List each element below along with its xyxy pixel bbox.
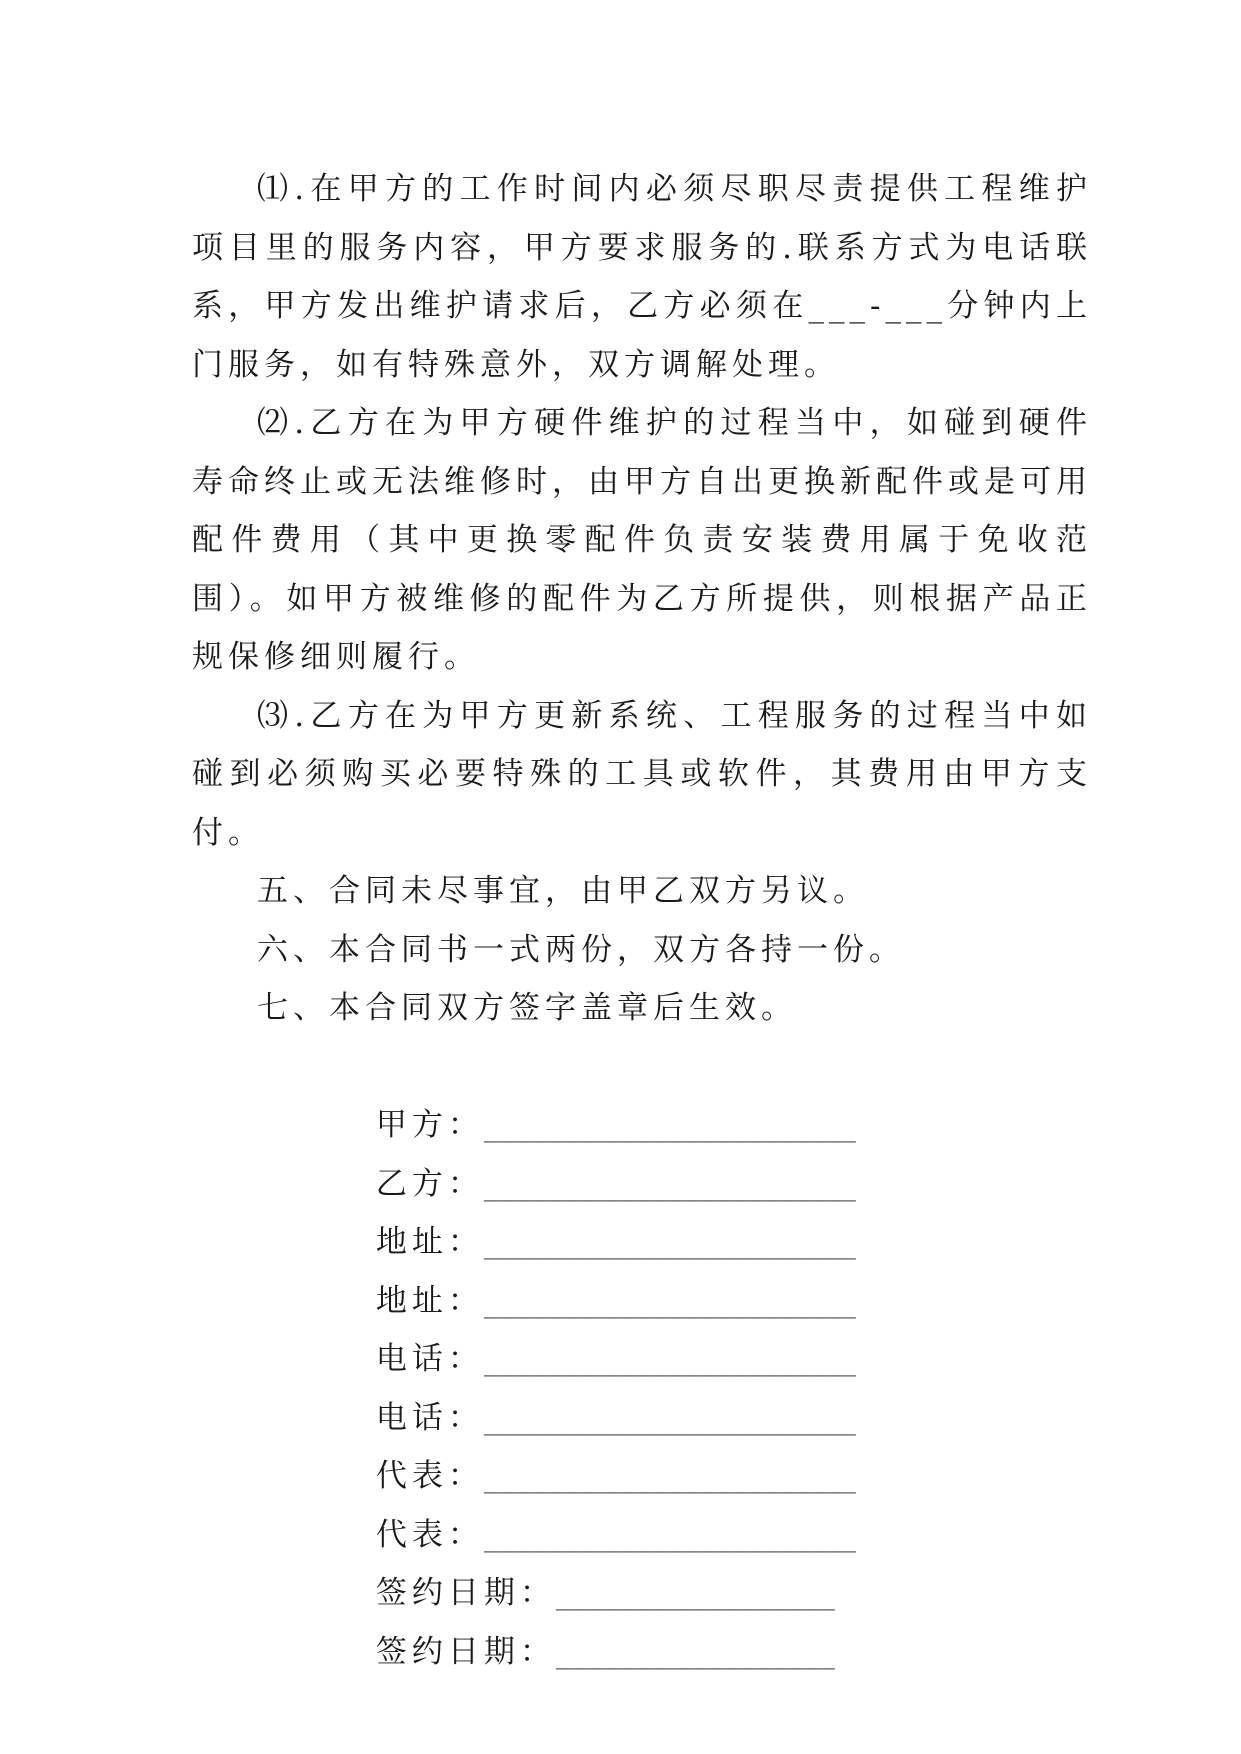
signature-label: 代表：	[375, 1516, 484, 1553]
signature-label: 签约日期：	[375, 1575, 556, 1611]
clause-7: 七、本合同双方签字盖章后生效。	[257, 990, 797, 1026]
signature-blank-line: __________________	[555, 1575, 835, 1611]
document-body	[192, 160, 1092, 1670]
signature-blank-line: ________________________	[483, 1516, 856, 1553]
signature-label: 乙方：	[375, 1165, 484, 1202]
clause-5: 五、合同未尽事宜，由甲乙双方另议。	[257, 873, 869, 909]
clause-6: 六、本合同书一式两份，双方各持一份。	[257, 931, 905, 968]
signature-blank-line: ________________________	[483, 1458, 856, 1494]
signature-blank-line: ________________________	[483, 1165, 856, 1202]
signature-blank-line: ________________________	[483, 1399, 856, 1436]
paragraph-item-1: ⑴.在甲方的工作时间内必须尽职尽责提供工程维护项目里的服务内容，甲方要求服务的.联系方式为电话联系，甲方发出维护请求后，乙方必须在___-___分钟内上门服务，如有特殊意外，双方调解处理。	[192, 171, 1092, 383]
signature-label: 签约日期：	[375, 1633, 556, 1670]
signature-blank-line: __________________	[555, 1633, 835, 1670]
signature-label: 地址：	[375, 1224, 484, 1260]
signature-block	[192, 1038, 1092, 1670]
signature-label: 电话：	[375, 1399, 484, 1436]
paragraph-item-3: ⑶.乙方在为甲方更新系统、工程服务的过程当中如碰到必须购买必要特殊的工具或软件，其费用由甲方支付。	[192, 697, 1092, 851]
signature-label: 代表：	[375, 1458, 484, 1494]
signature-label: 电话：	[375, 1341, 484, 1377]
signature-label: 甲方：	[375, 1107, 484, 1143]
signature-label: 地址：	[375, 1282, 484, 1319]
signature-blank-line: ________________________	[483, 1341, 856, 1377]
signature-row-party-a	[192, 1038, 1092, 1143]
paragraph-item-2: ⑵.乙方在为甲方硬件维护的过程当中，如碰到硬件寿命终止或无法维修时，由甲方自出更换新配件或是可用配件费用（其中更换零配件负责安装费用属于免收范围）。如甲方被维修的配件为乙方所提供，则根据产品正规保修细则履行。	[192, 405, 1092, 675]
signature-blank-line: ________________________	[483, 1107, 856, 1143]
signature-blank-line: ________________________	[483, 1282, 856, 1319]
signature-blank-line: ________________________	[483, 1224, 856, 1260]
